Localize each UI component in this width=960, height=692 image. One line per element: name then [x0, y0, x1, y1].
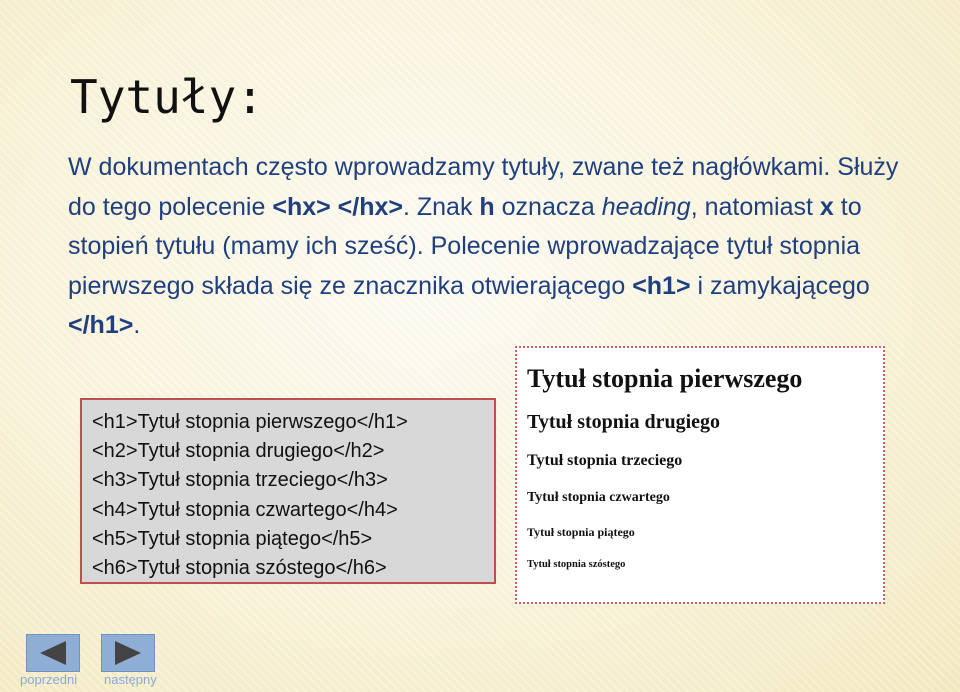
- body-paragraph: [68, 148, 928, 346]
- letter-x: x: [819, 192, 834, 221]
- text-segment: . Znak: [402, 192, 480, 221]
- slide-title: Tytuły:: [70, 70, 264, 124]
- code-h1-open: <h1>: [632, 271, 691, 300]
- previous-link[interactable]: poprzedni: [20, 672, 78, 687]
- letter-h: h: [479, 192, 495, 221]
- preview-heading-6: Tytuł stopnia szóstego: [527, 559, 626, 570]
- previous-button[interactable]: [26, 634, 80, 672]
- preview-heading-4: Tytuł stopnia czwartego: [527, 490, 670, 505]
- next-button[interactable]: [101, 634, 155, 672]
- code-line-h3: <h3>Tytuł stopnia trzeciego</h3>: [92, 469, 388, 492]
- next-link[interactable]: następny: [104, 672, 157, 687]
- code-line-h6: <h6>Tytuł stopnia szóstego</h6>: [92, 557, 387, 580]
- text-segment: to stopień tytułu (mamy ich sześć). Polecenie wprowadzające tytuł stopnia pierwszego składa się ze znacznika otwierającego: [68, 192, 862, 300]
- code-line-h1: <h1>Tytuł stopnia pierwszego</h1>: [92, 411, 408, 433]
- code-h1-close: </h1>: [68, 311, 134, 339]
- preview-heading-1: Tytuł stopnia pierwszego: [527, 364, 803, 393]
- preview-heading-3: Tytuł stopnia trzeciego: [527, 452, 683, 469]
- preview-heading-5: Tytuł stopnia piątego: [527, 525, 635, 539]
- code-hx: <hx> </hx>: [272, 192, 403, 221]
- text-segment: oznacza: [494, 192, 602, 221]
- word-heading: heading: [601, 192, 691, 221]
- text-segment: .: [133, 311, 141, 339]
- code-line-h2: <h2>Tytuł stopnia drugiego</h2>: [92, 440, 385, 463]
- preview-heading-2: Tytuł stopnia drugiego: [527, 411, 720, 433]
- triangle-left-icon: [37, 639, 69, 667]
- code-example-box: [80, 398, 496, 584]
- text-segment: W dokumentach często wprowadzamy tytuły, zwane też nagłówkami. Służy do tego polecenie: [68, 153, 899, 221]
- code-line-h4: <h4>Tytuł stopnia czwartego</h4>: [92, 498, 398, 521]
- text-segment: i zamykającego: [690, 271, 870, 300]
- code-line-h5: <h5>Tytuł stopnia piątego</h5>: [92, 527, 373, 550]
- triangle-right-icon: [112, 639, 144, 667]
- rendered-preview: [515, 346, 885, 604]
- text-segment: , natomiast: [690, 192, 820, 221]
